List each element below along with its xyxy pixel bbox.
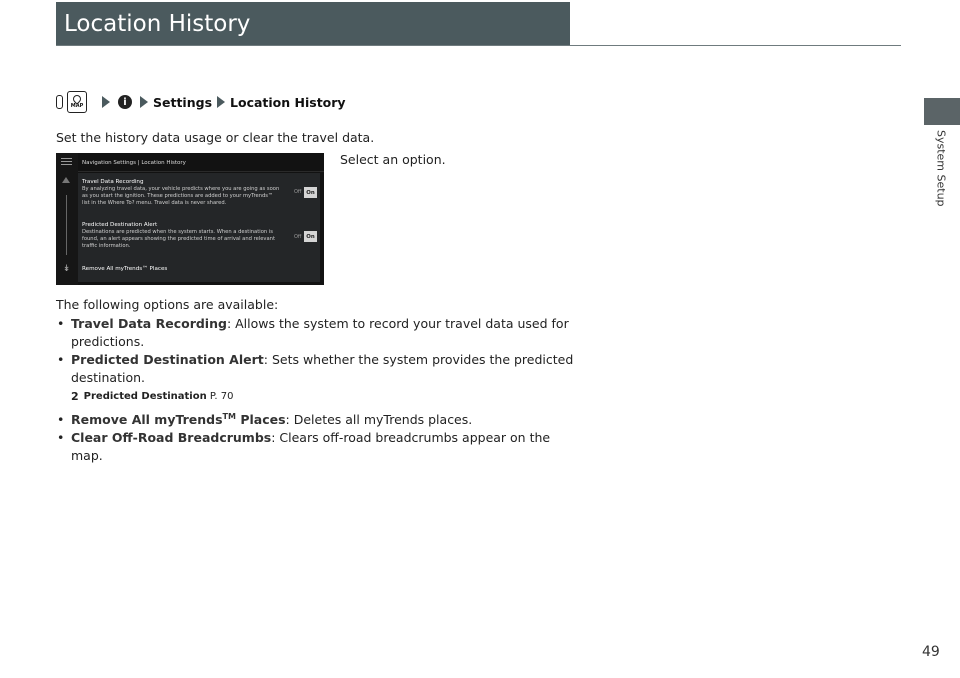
screen-divider <box>78 171 324 172</box>
toggle-off-option[interactable]: Off <box>294 189 302 195</box>
item-title: Remove All myTrends™ Places <box>82 266 168 272</box>
info-icon: i <box>118 95 132 109</box>
option-text: : Allows the system to record your travel data used for predictions. <box>71 316 569 349</box>
remove-all-mytrends-item[interactable] <box>78 260 320 282</box>
screenshot-location-history <box>56 153 324 285</box>
screen-sidebar <box>56 153 78 285</box>
travel-data-recording-item[interactable] <box>78 173 320 219</box>
menu-icon[interactable] <box>61 158 72 166</box>
select-option-note: Select an option. <box>340 152 446 167</box>
option-clear-off-road-breadcrumbs <box>56 429 576 465</box>
options-intro: The following options are available: <box>56 297 279 312</box>
toggle-off-option[interactable]: Off <box>294 234 302 240</box>
page-title <box>56 2 570 46</box>
item-description: Destinations are predicted when the system starts. When a destination is found, an alert appears showing the predicted time of arrival and relevant traffic information. <box>82 229 275 249</box>
scroll-up-icon[interactable] <box>62 177 70 183</box>
path-settings: Settings <box>153 94 213 110</box>
section-label: System Setup <box>934 130 948 207</box>
option-text: : Deletes all myTrends places. <box>285 412 473 427</box>
item-title: Travel Data Recording <box>82 179 144 185</box>
option-predicted-destination-alert <box>56 351 576 387</box>
home-button-icon <box>56 95 63 109</box>
option-remove-all-mytrends <box>56 411 576 429</box>
scroll-track[interactable] <box>66 195 67 255</box>
intro-text: Set the history data usage or clear the travel data. <box>56 130 375 145</box>
map-button-icon <box>67 91 87 113</box>
path-location-history: Location History <box>230 94 346 110</box>
toggle-on-option[interactable]: On <box>304 231 317 242</box>
path-arrow-icon <box>217 96 225 108</box>
page-title-text: Location History <box>64 11 251 37</box>
option-text: : Clears off-road breadcrumbs appear on the map. <box>71 430 551 463</box>
toggle-on-option[interactable]: On <box>304 187 317 198</box>
option-label: Predicted Destination Alert <box>71 352 264 367</box>
option-label: Travel Data Recording <box>71 316 227 331</box>
options-section <box>56 296 576 465</box>
page-number: 49 <box>922 644 940 660</box>
path-arrow-icon <box>140 96 148 108</box>
section-tab <box>924 98 960 125</box>
cross-reference[interactable] <box>56 388 576 406</box>
option-travel-data-recording <box>56 315 576 351</box>
title-rule <box>56 45 901 46</box>
option-text: : Sets whether the system provides the predicted destination. <box>71 352 574 385</box>
reference-page: P. 70 <box>209 391 234 402</box>
reference-label: Predicted Destination <box>83 391 207 402</box>
option-label: Clear Off-Road Breadcrumbs <box>71 430 272 445</box>
item-title: Predicted Destination Alert <box>82 222 158 228</box>
predicted-destination-alert-item[interactable] <box>78 216 320 260</box>
map-label: MAP <box>70 103 84 109</box>
navigation-path <box>56 91 346 113</box>
reference-arrow-icon: 2 <box>71 390 79 403</box>
path-arrow-icon <box>102 96 110 108</box>
item-description: By analyzing travel data, your vehicle predicts where you are going as soon as you start the ignition. These predictions are added to your myTrends™ list in the Where To? menu. Travel data is never shared. <box>82 186 280 206</box>
scroll-down-icon[interactable]: ↡ <box>62 264 71 274</box>
option-label: Remove All myTrends™ Places <box>71 411 286 427</box>
screen-header: Navigation Settings | Location History <box>82 160 186 166</box>
